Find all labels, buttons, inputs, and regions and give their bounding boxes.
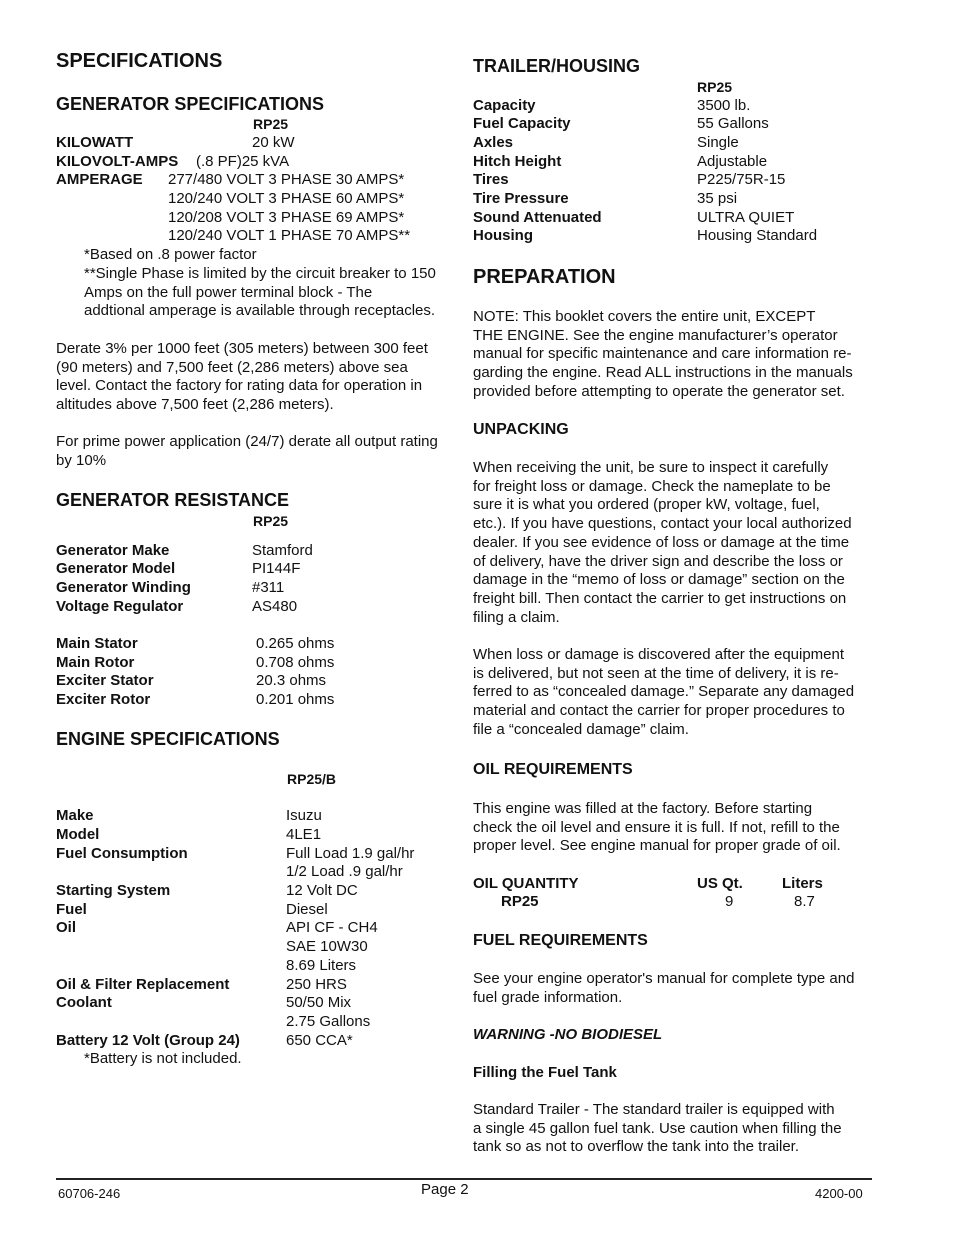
engine-value: 50/50 Mix: [286, 994, 352, 1011]
engine-value: Full Load 1.9 gal/hr: [286, 845, 415, 862]
oil-quantity-label: OIL QUANTITY: [473, 875, 579, 892]
engine-specifications-heading: ENGINE SPECIFICATIONS: [56, 729, 280, 749]
trailer-value: Single: [697, 134, 739, 151]
concealed-damage-paragraph: [473, 646, 854, 740]
resistance-value: #311: [252, 579, 285, 596]
prime-power-text: For prime power application (24/7) derate all output rating: [56, 433, 438, 450]
engine-label: Coolant: [56, 994, 112, 1011]
text-line: When receiving the unit, be sure to inspect it carefully: [473, 459, 829, 476]
resistance-label: Voltage Regulator: [56, 598, 184, 615]
resistance-value: 20.3 ohms: [256, 672, 327, 689]
kilowatt-label: KILOWATT: [56, 134, 134, 151]
trailer-value: 3500 lb.: [697, 97, 751, 114]
trailer-value: Housing Standard: [697, 227, 818, 244]
battery-note: *Battery is not included.: [84, 1050, 242, 1067]
oil-requirements-heading: OIL REQUIREMENTS: [473, 761, 633, 778]
text-line: is delivered, but not seen at the time of delivery, it is re-: [473, 664, 839, 682]
oil-col-us-qt: US Qt.: [697, 875, 743, 892]
text-line: manual for specific maintenance and care information re-: [473, 345, 852, 363]
engine-value: SAE 10W30: [286, 938, 368, 955]
filling-fuel-tank-heading: Filling the Fuel Tank: [473, 1064, 617, 1081]
resistance-value: 0.708 ohms: [256, 654, 335, 671]
fuel-requirements-heading: FUEL REQUIREMENTS: [473, 932, 648, 949]
text-line: NOTE: This booklet covers the entire unit, EXCEPT: [473, 308, 816, 325]
engine-value: Isuzu: [286, 807, 322, 824]
trailer-label: Tire Pressure: [473, 190, 569, 207]
derate-text: Derate 3% per 1000 feet (305 meters) between 300 feet: [56, 340, 428, 357]
oil-row-us-qt: 9: [725, 893, 734, 910]
trailer-label: Housing: [473, 227, 533, 244]
text-line: provided before attempting to operate the generator set.: [473, 382, 845, 400]
engine-label: Fuel Consumption: [56, 845, 188, 862]
text-line: etc.). If you have questions, contact your local authorized: [473, 515, 852, 533]
power-factor-note: *Based on .8 power factor: [84, 246, 257, 263]
engine-label: Oil: [56, 919, 77, 936]
trailer-label: Hitch Height: [473, 153, 562, 170]
engine-value: 8.69 Liters: [286, 957, 357, 974]
single-phase-note: **Single Phase is limited by the circuit breaker to 150: [84, 265, 436, 282]
engine-label: Oil & Filter Replacement: [56, 976, 230, 993]
text-line: THE ENGINE. See the engine manufacturer’s operator: [473, 326, 838, 344]
text-line: fuel grade information.: [473, 988, 623, 1006]
biodiesel-warning: WARNING -NO BIODIESEL: [473, 1026, 663, 1043]
text-line: ferred to as “concealed damage.” Separate any damaged: [473, 683, 855, 701]
trailer-label: Tires: [473, 171, 509, 188]
resistance-label: Exciter Stator: [56, 672, 154, 689]
resistance-value: 0.265 ohms: [256, 635, 335, 652]
resistance-label: Generator Model: [56, 560, 176, 577]
trailer-label: Fuel Capacity: [473, 115, 571, 132]
preparation-note: [473, 308, 853, 402]
amperage-label: AMPERAGE: [56, 171, 143, 188]
text-line: tank so as not to overflow the tank into the trailer.: [473, 1138, 800, 1156]
text-line: When loss or damage is discovered after the equipment: [473, 646, 845, 663]
engine-value: Diesel: [286, 901, 328, 918]
resistance-value: 0.201 ohms: [256, 691, 335, 708]
engine-label: Battery 12 Volt (Group 24): [56, 1032, 240, 1049]
kilowatt-value: 20 kW: [252, 134, 295, 151]
trailer-value: 55 Gallons: [697, 115, 769, 132]
trailer-label: Sound Attenuated: [473, 209, 602, 226]
amperage-line: 120/240 VOLT 3 PHASE 60 AMPS*: [168, 190, 405, 207]
text-line: dealer. If you see evidence of loss or damage at the time: [473, 533, 850, 551]
resistance-value: Stamford: [252, 542, 313, 559]
text-line: This engine was filled at the factory. Before starting: [473, 800, 813, 817]
engine-label: Model: [56, 826, 100, 843]
page-number: Page 2: [421, 1181, 469, 1198]
engine-model-column: RP25/B: [287, 771, 337, 787]
generator-resistance-heading: GENERATOR RESISTANCE: [56, 490, 290, 510]
resistance-label: Main Stator: [56, 635, 138, 652]
fuel-paragraph: [473, 970, 854, 1007]
single-phase-note: Amps on the full power terminal block - The: [84, 284, 373, 301]
unpacking-paragraph: [473, 459, 852, 627]
text-line: proper level. See engine manual for proper grade of oil.: [473, 837, 841, 855]
engine-value: 4LE1: [286, 826, 322, 843]
text-line: a single 45 gallon fuel tank. Use caution when filling the: [473, 1119, 842, 1137]
derate-text: level. Contact the factory for rating data for operation in: [56, 377, 423, 394]
engine-label: Make: [56, 807, 94, 824]
text-line: damage in the “memo of loss or damage” section on the: [473, 571, 845, 589]
document-number: 60706-246: [58, 1186, 121, 1201]
text-line: See your engine operator's manual for complete type and: [473, 970, 855, 987]
engine-value: 2.75 Gallons: [286, 1013, 371, 1030]
trailer-label: Capacity: [473, 97, 536, 114]
text-line: sure it is what you ordered (proper kW, voltage, fuel,: [473, 496, 820, 514]
text-line: for freight loss or damage. Check the nameplate to be: [473, 477, 831, 495]
resistance-model-column: RP25: [253, 513, 289, 529]
derate-text: (90 meters) and 7,500 feet (2,286 meters) above sea: [56, 359, 408, 376]
text-line: file a “concealed damage” claim.: [473, 720, 689, 738]
resistance-label: Main Rotor: [56, 654, 135, 671]
text-line: freight bill. Then contact the carrier to get instructions on: [473, 589, 847, 607]
trailer-housing-heading: TRAILER/HOUSING: [473, 56, 641, 76]
gen-spec-model-column: RP25: [253, 116, 289, 132]
text-line: check the oil level and ensure it is full. If not, refill to the: [473, 818, 840, 836]
resistance-value: AS480: [252, 598, 298, 615]
trailer-label: Axles: [473, 134, 514, 151]
engine-label: Starting System: [56, 882, 171, 899]
text-line: of delivery, have the driver sign and describe the loss or: [473, 552, 843, 570]
filling-paragraph: [473, 1101, 842, 1157]
kva-value: (.8 PF)25 kVA: [196, 153, 290, 170]
engine-value: 250 HRS: [286, 976, 347, 993]
footer-rule: [56, 1178, 872, 1180]
amperage-line: 277/480 VOLT 3 PHASE 30 AMPS*: [168, 171, 405, 188]
resistance-value: PI144F: [252, 560, 301, 577]
oil-row-model: RP25: [501, 893, 539, 910]
unpacking-heading: UNPACKING: [473, 421, 569, 438]
engine-value: API CF - CH4: [286, 919, 378, 936]
page-title: SPECIFICATIONS: [56, 50, 223, 72]
amperage-line: 120/208 VOLT 3 PHASE 69 AMPS*: [168, 209, 405, 226]
engine-label: Fuel: [56, 901, 87, 918]
trailer-model-column: RP25: [697, 79, 733, 95]
oil-paragraph: [473, 800, 841, 856]
trailer-value: Adjustable: [697, 153, 768, 170]
engine-value: 1/2 Load .9 gal/hr: [286, 863, 403, 880]
text-line: Standard Trailer - The standard trailer is equipped with: [473, 1101, 835, 1118]
preparation-heading: PREPARATION: [473, 266, 616, 288]
revision-number: 4200-00: [815, 1186, 863, 1201]
engine-value: 650 CCA*: [286, 1032, 353, 1049]
kva-label: KILOVOLT-AMPS: [56, 153, 179, 170]
resistance-label: Generator Winding: [56, 579, 191, 596]
engine-value: 12 Volt DC: [286, 882, 358, 899]
trailer-value: 35 psi: [697, 190, 738, 207]
derate-text: altitudes above 7,500 feet (2,286 meters).: [56, 396, 334, 413]
trailer-value: P225/75R-15: [697, 171, 786, 188]
prime-power-text: by 10%: [56, 452, 107, 469]
amperage-line: 120/240 VOLT 1 PHASE 70 AMPS**: [168, 227, 411, 244]
text-line: garding the engine. Read ALL instructions in the manuals: [473, 364, 853, 382]
trailer-value: ULTRA QUIET: [697, 209, 795, 226]
single-phase-note: addtional amperage is available through receptacles.: [84, 302, 436, 319]
oil-row-liters: 8.7: [794, 893, 815, 910]
text-line: filing a claim.: [473, 608, 560, 626]
oil-col-liters: Liters: [782, 875, 823, 892]
resistance-label: Exciter Rotor: [56, 691, 151, 708]
generator-specifications-heading: GENERATOR SPECIFICATIONS: [56, 94, 325, 114]
text-line: material and contact the carrier for proper procedures to: [473, 702, 845, 720]
resistance-label: Generator Make: [56, 542, 170, 559]
